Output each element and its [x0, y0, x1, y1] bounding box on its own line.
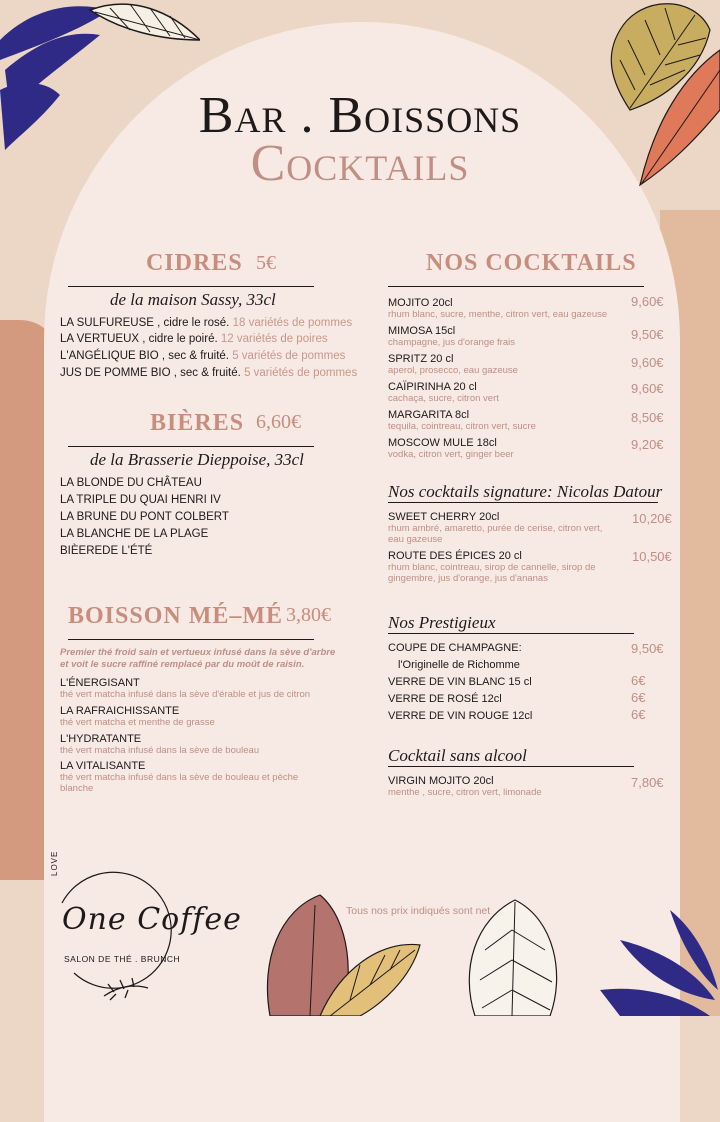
leaf-bottom-right-icon [600, 900, 720, 1016]
divider [68, 446, 314, 447]
table-row: SPRITZ 20 cl aperol, prosecco, eau gazeuse 9,60€ [388, 353, 664, 376]
cidres-price: 5€ [256, 252, 276, 274]
list-item: l'Originelle de Richomme [398, 659, 520, 671]
logo [44, 850, 244, 1008]
divider [68, 639, 314, 640]
list-item: L'HYDRATANTE thé vert matcha infusé dans la sève de bouleau [60, 733, 260, 756]
list-item: LA BLONDE DU CHÂTEAU [60, 477, 202, 489]
cocktails-title: NOS COCKTAILS [426, 250, 637, 276]
list-item: LA TRIPLE DU QUAI HENRI IV [60, 494, 221, 506]
list-item: LA BRUNE DU PONT COLBERT [60, 511, 229, 523]
item-price: 9,50€ [631, 641, 664, 656]
list-item: BIÈEREDE L'ÉTÉ [60, 545, 153, 557]
meme-intro: Premier thé froid sain et vertueux infusé dans la sève d'arbre et voit le sucre raffiné remplacé par du moût de raisin. [60, 647, 336, 670]
list-item: LA VERTUEUX , cidre le poiré. 12 variétés de poires [60, 333, 328, 345]
list-item: COUPE DE CHAMPAGNE: [388, 642, 522, 654]
item-price: 6€ [631, 707, 646, 722]
divider [388, 286, 644, 287]
signature-title: Nos cocktails signature: Nicolas Datour [388, 482, 663, 501]
meme-price: 3,80€ [286, 604, 331, 626]
table-row: ROUTE DES ÉPICES 20 cl rhum blanc, cointreau, sirop de cannelle, sirop de gingembre, jus d'orange, jus d'ananas 10,50€ [388, 549, 672, 584]
sans-alcool-title: Cocktail sans alcool [388, 746, 527, 765]
list-item: VERRE DE VIN BLANC 15 cl [388, 676, 532, 688]
divider [388, 502, 658, 503]
meme-title: BOISSON MÉ–MÉ [68, 603, 284, 629]
page-subtitle: Cocktails [250, 135, 470, 192]
list-item: JUS DE POMME BIO , sec & fruité. 5 variétés de pommes [60, 367, 358, 379]
list-item: L'ANGÉLIQUE BIO , sec & fruité. 5 variétés de pommes [60, 350, 346, 362]
table-row: CAÏPIRINHA 20 cl cachaça, sucre, citron vert 9,60€ [388, 381, 664, 404]
logo-love: LOVE [50, 850, 59, 876]
bieres-title: BIÈRES [150, 410, 245, 436]
cidres-title: CIDRES [146, 250, 243, 276]
divider [68, 286, 314, 287]
table-row: VIRGIN MOJITO 20cl menthe , sucre, citron vert, limonade 7,80€ [388, 775, 664, 798]
divider [388, 633, 634, 634]
footer-note: Tous nos prix indiqués sont net [346, 905, 491, 917]
list-item: LA SULFUREUSE , cidre le rosé. 18 variétés de pommes [60, 317, 353, 329]
list-item: VERRE DE VIN ROUGE 12cl [388, 710, 533, 722]
divider [388, 766, 634, 767]
list-item: VERRE DE ROSÉ 12cl [388, 693, 502, 705]
bieres-price: 6,60€ [256, 411, 301, 433]
page-title: Bar . Boissons [198, 87, 522, 144]
table-row: MIMOSA 15cl champagne, jus d'orange frais 9,50€ [388, 325, 664, 348]
item-price: 6€ [631, 673, 646, 688]
bieres-subtitle: de la Brasserie Dieppoise, 33cl [90, 450, 304, 469]
item-price: 6€ [631, 690, 646, 705]
logo-brand: One Coffee [62, 902, 242, 937]
cidres-subtitle: de la maison Sassy, 33cl [110, 290, 276, 309]
list-item: L'ÉNERGISANT thé vert matcha infusé dans la sève d'érable et jus de citron [60, 677, 311, 700]
table-row: MOJITO 20cl rhum blanc, sucre, menthe, citron vert, eau gazeuse 9,60€ [388, 294, 664, 320]
list-item: LA VITALISANTE thé vert matcha infusé dans la sève de bouleau et pèche blanche [60, 760, 299, 794]
table-row: MARGARITA 8cl tequila, cointreau, citron vert, sucre 8,50€ [388, 409, 664, 432]
logo-tagline: SALON DE THÉ . BRUNCH [64, 954, 181, 964]
table-row: MOSCOW MULE 18cl vodka, citron vert, ginger beer 9,20€ [388, 437, 664, 460]
prestigieux-title: Nos Prestigieux [388, 613, 496, 632]
table-row: SWEET CHERRY 20cl rhum ambré, amaretto, purée de cerise, citron vert, eau gazeuse 10,20€ [388, 511, 672, 545]
list-item: LA BLANCHE DE LA PLAGE [60, 528, 209, 540]
list-item: LA RAFRAICHISSANTE thé vert matcha et menthe de grasse [60, 705, 215, 728]
